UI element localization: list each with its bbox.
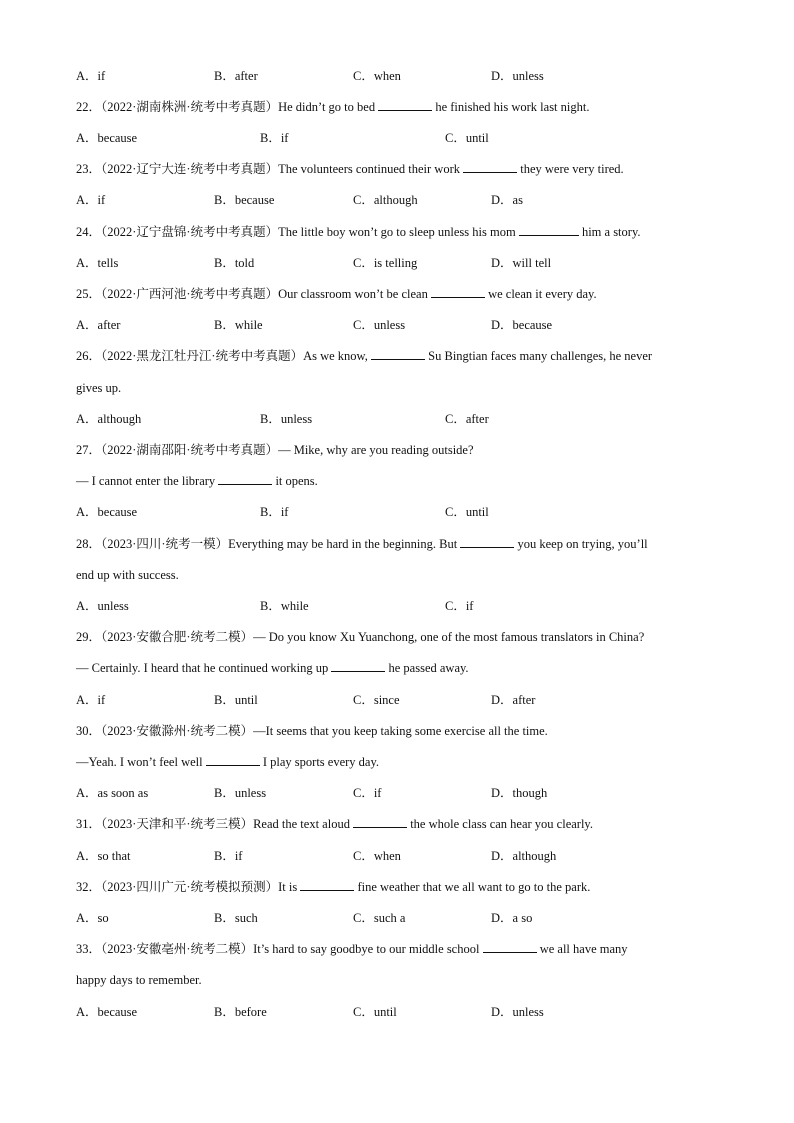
option-b: B．while	[260, 599, 309, 613]
question-31-line	[76, 816, 593, 832]
option-a: A．so	[76, 911, 109, 925]
option-d: D．although	[491, 849, 557, 863]
option-a: A．after	[76, 318, 121, 332]
question-source: （2022·黑龙江牡丹江·统考中考真题）	[101, 349, 304, 363]
question-text: —It seems that you keep taking some exercise all the time.	[253, 724, 548, 738]
option-d: D．because	[491, 318, 553, 332]
option-c: C．although	[353, 193, 418, 207]
question-22-line	[76, 99, 589, 115]
question-text-after: we all have many	[539, 942, 628, 956]
question-number: 28．	[76, 537, 102, 551]
question-24-line	[76, 224, 641, 240]
question-number: 27．	[76, 443, 102, 457]
answer-blank	[460, 536, 514, 548]
option-c: C．when	[353, 69, 401, 83]
question-source: （2023·安徽合肥·统考二模）	[101, 630, 254, 644]
option-d: D．though	[491, 786, 548, 800]
question-text: Read the text aloud	[253, 817, 350, 831]
answer-blank	[300, 879, 354, 891]
option-a: A．because	[76, 1005, 138, 1019]
option-a: A．unless	[76, 599, 129, 613]
option-b: B．unless	[214, 786, 267, 800]
question-28-line-2	[76, 567, 179, 583]
option-d: D．unless	[491, 69, 544, 83]
option-c: C．such a	[353, 911, 406, 925]
question-text: happy days to remember.	[76, 973, 202, 987]
question-26-line	[76, 348, 652, 364]
question-text: —Yeah. I won’t feel well	[76, 755, 203, 769]
option-c: C．if	[353, 786, 382, 800]
question-text: The volunteers continued their work	[278, 162, 460, 176]
question-text-after: they were very tired.	[520, 162, 624, 176]
question-text-after: Su Bingtian faces many challenges, he never	[428, 349, 653, 363]
question-29-line	[76, 629, 644, 645]
option-c: C．unless	[353, 318, 406, 332]
question-text-after: we clean it every day.	[488, 287, 597, 301]
answer-blank	[218, 473, 272, 485]
option-d: D．will tell	[491, 256, 552, 270]
question-text: — Do you know Xu Yuanchong, one of the most famous translators in China?	[253, 630, 645, 644]
option-a: A．if	[76, 693, 106, 707]
option-b: B．such	[214, 911, 258, 925]
question-23-line	[76, 161, 624, 177]
question-text-after: he finished his work last night.	[435, 100, 590, 114]
question-text-after: the whole class can hear you clearly.	[410, 817, 593, 831]
answer-blank	[331, 660, 385, 672]
option-c: C．if	[445, 599, 474, 613]
question-text-after: you keep on trying, you’ll	[517, 537, 648, 551]
question-source: （2022·辽宁大连·统考中考真题）	[101, 162, 279, 176]
option-c: C．after	[445, 412, 489, 426]
question-number: 22．	[76, 100, 102, 114]
question-text: As we know,	[303, 349, 368, 363]
option-a: A．if	[76, 193, 106, 207]
option-c: C．when	[353, 849, 401, 863]
option-a: A．although	[76, 412, 142, 426]
question-29-line-2	[76, 660, 469, 676]
question-30-line	[76, 723, 548, 739]
question-source: （2022·湖南株洲·统考中考真题）	[101, 100, 279, 114]
question-source: （2022·辽宁盘锦·统考中考真题）	[101, 225, 279, 239]
question-25-line	[76, 286, 597, 302]
option-a: A．tells	[76, 256, 119, 270]
option-b: B．unless	[260, 412, 313, 426]
question-text: — I cannot enter the library	[76, 474, 216, 488]
question-30-line-2	[76, 754, 379, 770]
question-33-line-2	[76, 972, 202, 988]
option-a: A．so that	[76, 849, 131, 863]
question-source: （2022·广西河池·统考中考真题）	[101, 287, 279, 301]
option-c: C．until	[445, 505, 489, 519]
question-33-line	[76, 941, 628, 957]
option-b: B．if	[260, 131, 289, 145]
question-text: Our classroom won’t be clean	[278, 287, 428, 301]
question-number: 26．	[76, 349, 102, 363]
question-number: 29．	[76, 630, 102, 644]
question-text: He didn’t go to bed	[278, 100, 376, 114]
question-number: 25．	[76, 287, 102, 301]
question-source: （2023·四川·统考一模）	[101, 537, 229, 551]
option-b: B．before	[214, 1005, 267, 1019]
question-number: 24．	[76, 225, 102, 239]
question-text-after: he passed away.	[388, 661, 469, 675]
answer-blank	[378, 99, 432, 111]
question-27-line-2	[76, 473, 318, 489]
answer-blank	[371, 348, 425, 360]
question-source: （2023·四川广元·统考模拟预测）	[101, 880, 279, 894]
answer-blank	[206, 754, 260, 766]
question-text: It’s hard to say goodbye to our middle school	[253, 942, 480, 956]
option-b: B．if	[260, 505, 289, 519]
question-number: 31．	[76, 817, 102, 831]
question-source: （2023·天津和平·统考三模）	[101, 817, 254, 831]
option-d: D．as	[491, 193, 523, 207]
option-b: B．told	[214, 256, 255, 270]
question-text-after: it opens.	[275, 474, 318, 488]
answer-blank	[483, 941, 537, 953]
question-source: （2023·安徽滁州·统考二模）	[101, 724, 254, 738]
option-b: B．after	[214, 69, 258, 83]
option-a: A．because	[76, 131, 138, 145]
question-27-line	[76, 442, 474, 458]
option-d: D．a so	[491, 911, 533, 925]
option-b: B．if	[214, 849, 243, 863]
question-text-after: him a story.	[581, 225, 641, 239]
question-number: 33．	[76, 942, 102, 956]
option-a: A．because	[76, 505, 138, 519]
answer-blank	[519, 224, 579, 236]
question-text: — Mike, why are you reading outside?	[278, 443, 474, 457]
question-number: 32．	[76, 880, 102, 894]
question-text: Everything may be hard in the beginning. But	[228, 537, 458, 551]
question-number: 30．	[76, 724, 102, 738]
question-text: It is	[278, 880, 298, 894]
question-text: gives up.	[76, 381, 122, 395]
option-c: C．since	[353, 693, 400, 707]
option-d: D．unless	[491, 1005, 544, 1019]
answer-blank	[353, 816, 407, 828]
question-text-after: I play sports every day.	[262, 755, 380, 769]
option-d: D．after	[491, 693, 536, 707]
question-text: — Certainly. I heard that he continued working up	[76, 661, 329, 675]
question-number: 23．	[76, 162, 102, 176]
option-b: B．until	[214, 693, 258, 707]
question-26-line-2	[76, 380, 121, 396]
option-b: B．while	[214, 318, 263, 332]
question-text-after: fine weather that we all want to go to the park.	[357, 880, 591, 894]
question-text: end up with success.	[76, 568, 179, 582]
option-b: B．because	[214, 193, 275, 207]
option-a: A．as soon as	[76, 786, 149, 800]
question-32-line	[76, 879, 590, 895]
question-source: （2023·安徽亳州·统考二模）	[101, 942, 254, 956]
option-c: C．until	[353, 1005, 397, 1019]
question-text: The little boy won’t go to sleep unless his mom	[278, 225, 516, 239]
option-c: C．is telling	[353, 256, 418, 270]
answer-blank	[431, 286, 485, 298]
question-28-line	[76, 536, 648, 552]
option-c: C．until	[445, 131, 489, 145]
question-source: （2022·湖南邵阳·统考中考真题）	[101, 443, 279, 457]
answer-blank	[463, 161, 517, 173]
option-a: A．if	[76, 69, 106, 83]
